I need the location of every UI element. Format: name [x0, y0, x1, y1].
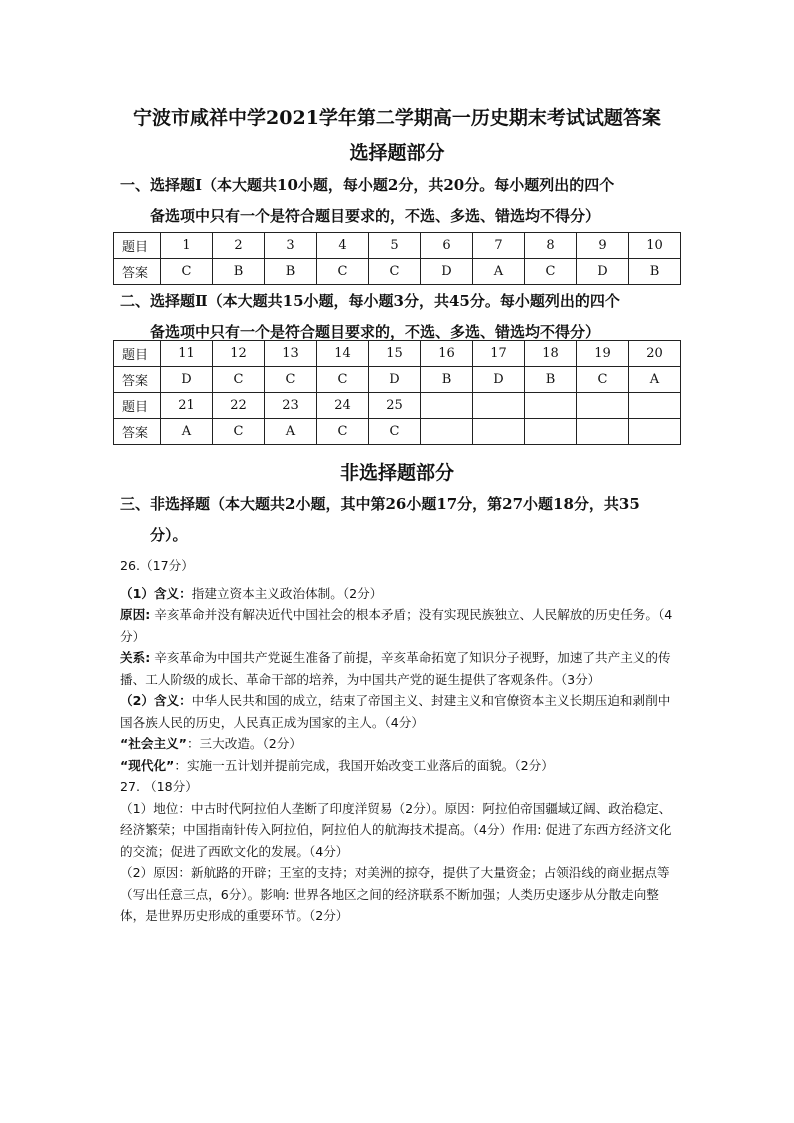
- answer-table-one: [113, 232, 681, 285]
- q26-p5-label: “社会主义”: [120, 736, 187, 751]
- table-cell-empty: [577, 419, 629, 445]
- q26-modernization: [120, 755, 680, 777]
- table-cell: 18: [525, 341, 577, 367]
- table-cell: 14: [317, 341, 369, 367]
- table-cell: 21: [161, 393, 213, 419]
- table-cell: A: [473, 259, 525, 285]
- table-cell-empty: [421, 419, 473, 445]
- table-cell: A: [265, 419, 317, 445]
- section-one-instructions: [120, 170, 680, 232]
- table-cell: A: [629, 367, 681, 393]
- table-row-answers: [114, 367, 681, 393]
- q26-socialism: [120, 733, 680, 755]
- q26-p1-text: 指建立资本主义政治体制。（2分）: [191, 585, 383, 601]
- q26-p2-text: 辛亥革命并没有解决近代中国社会的根本矛盾；没有实现民族独立、人民解放的历史任务。（4分）: [120, 607, 673, 644]
- table-cell: C: [213, 367, 265, 393]
- q26-p5-text: ：三大改造。（2分）: [186, 736, 302, 751]
- table-cell: A: [161, 419, 213, 445]
- table-cell: 2: [213, 233, 265, 259]
- table-cell: C: [577, 367, 629, 393]
- section-one-line2: 备选项中只有一个是符合题目要求的，不选、多选、错选均不得分）: [150, 207, 601, 225]
- section-two-line1: 二、选择题Ⅱ（本大题共15小题，每小题3分，共45分。每小题列出的四个: [120, 292, 620, 310]
- table-cell: 3: [265, 233, 317, 259]
- table-cell-empty: [629, 419, 681, 445]
- q26-p1-label: （1）含义：: [120, 585, 192, 601]
- table-cell-empty: [525, 419, 577, 445]
- table-cell-empty: [525, 393, 577, 419]
- table-cell: C: [213, 419, 265, 445]
- row-label: 题目: [114, 393, 161, 419]
- q26-p3-text: 辛亥革命为中国共产党诞生准备了前提，辛亥革命拓宽了知识分子视野，加速了共产主义的传播、工人阶级的成长、革命干部的培养，为中国共产党的诞生提供了客观条件。（3分）: [120, 650, 671, 687]
- table-cell: 12: [213, 341, 265, 367]
- row-label: 题目: [114, 233, 161, 259]
- q26-p4-label: （2）含义：: [120, 693, 192, 708]
- table-cell: 5: [369, 233, 421, 259]
- table-cell: 20: [629, 341, 681, 367]
- question-27-header: 27. （18分）: [120, 779, 198, 794]
- table-cell: C: [317, 419, 369, 445]
- table-row-questions: [114, 233, 681, 259]
- table-cell: 1: [161, 233, 213, 259]
- table-cell: 13: [265, 341, 317, 367]
- q27-part2: （2）原因：新航路的开辟；王室的支持；对美洲的掠夺，提供了大量资金；占领沿线的商业据点等（写出任意三点，6分）。影响: 世界各地区之间的经济联系不断加强；人类历史逐步从分散走向整体，是世界历史形成的重要环节。（2分）: [120, 865, 670, 923]
- table-cell: 24: [317, 393, 369, 419]
- table-row-questions: [114, 393, 681, 419]
- answer-table-two: [113, 340, 681, 445]
- row-label: 答案: [114, 367, 161, 393]
- section-three-line1: 三、非选择题（本大题共2小题，其中第26小题17分，第27小题18分，共35: [120, 495, 640, 513]
- row-label: 题目: [114, 341, 161, 367]
- table-cell-empty: [473, 393, 525, 419]
- section-one-line1: 一、选择题Ⅰ（本大题共10小题，每小题2分，共20分。每小题列出的四个: [120, 176, 615, 194]
- table-cell: 10: [629, 233, 681, 259]
- table-cell: D: [421, 259, 473, 285]
- q26-p6-text: ：实施一五计划并提前完成，我国开始改变工业落后的面貌。（2分）: [174, 757, 554, 773]
- table-cell: C: [317, 259, 369, 285]
- table-cell: B: [629, 259, 681, 285]
- table-cell-empty: [473, 419, 525, 445]
- table-cell: D: [577, 259, 629, 285]
- table-cell: C: [369, 419, 421, 445]
- q26-p6-label: “现代化”: [120, 757, 175, 773]
- section-three-line2: 分）。: [150, 526, 188, 544]
- table-cell: 19: [577, 341, 629, 367]
- table-cell: 7: [473, 233, 525, 259]
- table-cell: 6: [421, 233, 473, 259]
- table-cell: C: [525, 259, 577, 285]
- table-cell: 4: [317, 233, 369, 259]
- table-cell-empty: [421, 393, 473, 419]
- q26-part1-relation: [120, 647, 680, 690]
- table-cell: 16: [421, 341, 473, 367]
- q26-p3-label: 关系:: [120, 650, 151, 665]
- table-cell-empty: [577, 393, 629, 419]
- table-row-answers: [114, 419, 681, 445]
- table-cell: 8: [525, 233, 577, 259]
- q26-p2-label: 原因:: [120, 607, 151, 622]
- nonchoice-section-heading: 非选择题部分: [339, 462, 454, 484]
- question-26-answer: [120, 555, 680, 927]
- table-cell: D: [473, 367, 525, 393]
- document-title: 宁波市咸祥中学2021学年第二学期高一历史期末考试试题答案: [133, 107, 661, 129]
- section-two-line2: 备选项中只有一个是符合题目要求的，不选、多选、错选均不得分）: [150, 323, 601, 341]
- table-cell-empty: [629, 393, 681, 419]
- table-cell: 22: [213, 393, 265, 419]
- table-cell: C: [161, 259, 213, 285]
- table-row-answers: [114, 259, 681, 285]
- section-two-instructions: [120, 286, 680, 348]
- row-label: 答案: [114, 259, 161, 285]
- table-cell: 9: [577, 233, 629, 259]
- table-row-questions: [114, 341, 681, 367]
- q26-part2-meaning: [120, 690, 680, 733]
- q26-part1-meaning: [120, 583, 680, 605]
- table-cell: B: [265, 259, 317, 285]
- table-cell: B: [421, 367, 473, 393]
- q26-p4-text: 中华人民共和国的成立，结束了帝国主义、封建主义和官僚资本主义长期压迫和剥削中国各族人民的历史，人民真正成为国家的主人。（4分）: [120, 693, 671, 730]
- table-cell: C: [369, 259, 421, 285]
- q27-part1: （1）地位：中古时代阿拉伯人垄断了印度洋贸易（2分）。原因：阿拉伯帝国疆域辽阔、政治稳定、经济繁荣；中国指南针传入阿拉伯，阿拉伯人的航海技术提高。（4分）作用: 促进了东西方经济文化的交流；促进了西欧文化的发展。（4分）: [120, 800, 672, 859]
- section-three-instructions: [120, 489, 680, 551]
- table-cell: 17: [473, 341, 525, 367]
- table-cell: B: [213, 259, 265, 285]
- table-cell: 23: [265, 393, 317, 419]
- table-cell: 15: [369, 341, 421, 367]
- choice-section-heading: 选择题部分: [349, 142, 445, 164]
- table-cell: 25: [369, 393, 421, 419]
- q26-part1-reason: [120, 604, 680, 647]
- table-cell: 11: [161, 341, 213, 367]
- table-cell: D: [369, 367, 421, 393]
- question-26-header: 26.（17分）: [120, 558, 194, 573]
- table-cell: D: [161, 367, 213, 393]
- row-label: 答案: [114, 419, 161, 445]
- table-cell: B: [525, 367, 577, 393]
- table-cell: C: [317, 367, 369, 393]
- table-cell: C: [265, 367, 317, 393]
